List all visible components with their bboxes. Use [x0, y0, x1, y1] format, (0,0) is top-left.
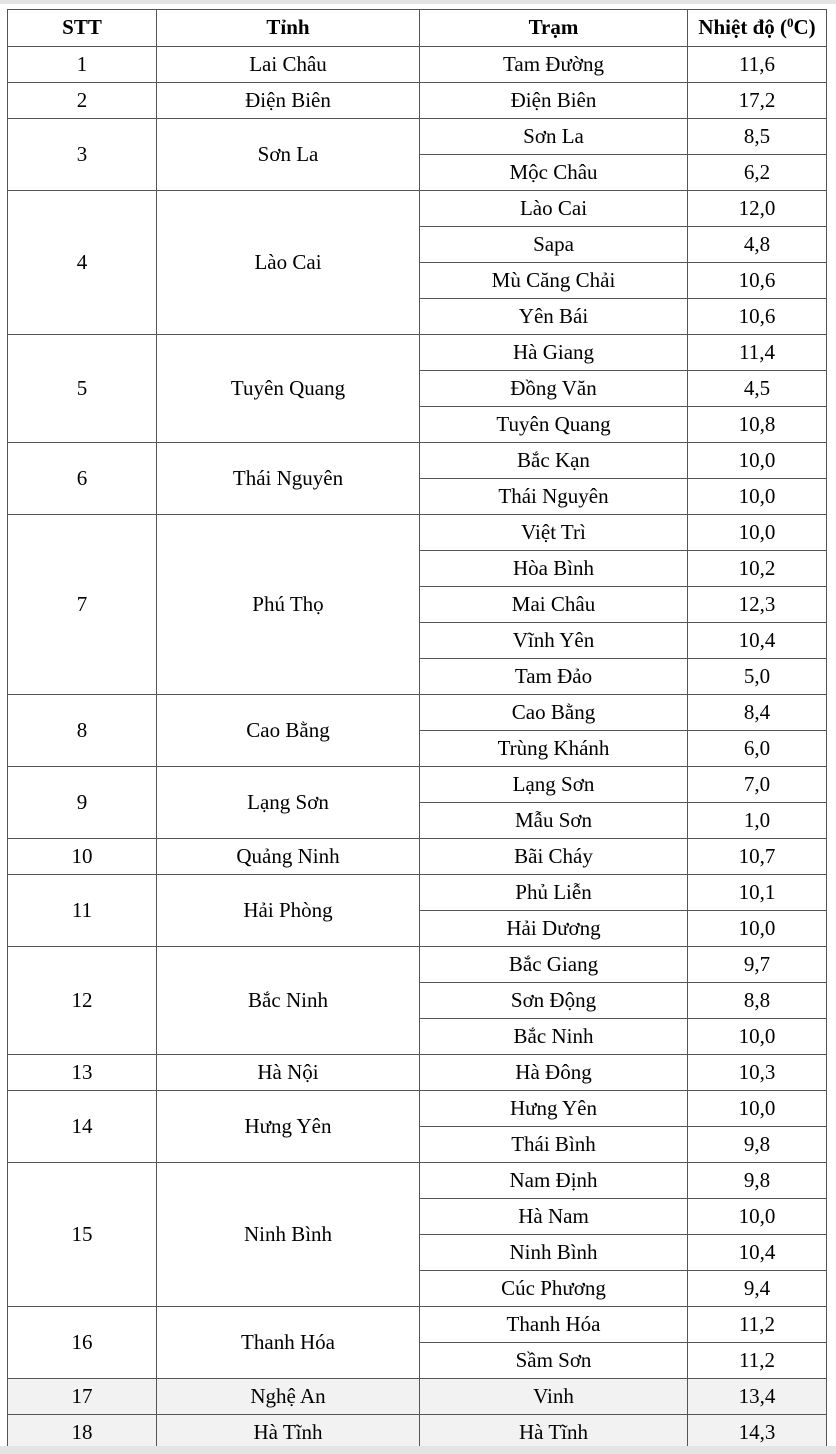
province-cell: Lào Cai	[157, 191, 420, 335]
province-cell: Thanh Hóa	[157, 1307, 420, 1379]
station-cell: Mai Châu	[420, 587, 688, 623]
province-cell: Hà Tĩnh	[157, 1415, 420, 1451]
station-cell: Tam Đảo	[420, 659, 688, 695]
temperature-cell: 9,8	[688, 1127, 827, 1163]
temperature-cell: 10,8	[688, 407, 827, 443]
temperature-cell: 11,4	[688, 335, 827, 371]
station-cell: Mù Căng Chải	[420, 263, 688, 299]
stt-cell: 13	[8, 1055, 157, 1091]
station-cell: Sơn Động	[420, 983, 688, 1019]
temperature-cell: 4,5	[688, 371, 827, 407]
stt-cell: 17	[8, 1379, 157, 1415]
temperature-table-container	[7, 9, 826, 1451]
table-row	[8, 191, 827, 227]
station-cell: Mộc Châu	[420, 155, 688, 191]
stt-cell: 7	[8, 515, 157, 695]
table-row	[8, 443, 827, 479]
bottom-divider	[0, 1446, 836, 1454]
stt-cell: 11	[8, 875, 157, 947]
header-stt: STT	[8, 10, 157, 47]
table-row	[8, 1379, 827, 1415]
stt-cell: 18	[8, 1415, 157, 1451]
station-cell: Tuyên Quang	[420, 407, 688, 443]
table-row	[8, 1163, 827, 1199]
temperature-cell: 10,0	[688, 479, 827, 515]
temperature-cell: 6,0	[688, 731, 827, 767]
temperature-cell: 17,2	[688, 83, 827, 119]
temperature-cell: 10,6	[688, 299, 827, 335]
temperature-cell: 10,0	[688, 1091, 827, 1127]
station-cell: Mẫu Sơn	[420, 803, 688, 839]
temperature-cell: 10,0	[688, 443, 827, 479]
station-cell: Đồng Văn	[420, 371, 688, 407]
table-row	[8, 119, 827, 155]
temperature-cell: 8,4	[688, 695, 827, 731]
table-row	[8, 947, 827, 983]
station-cell: Hà Đông	[420, 1055, 688, 1091]
station-cell: Hòa Bình	[420, 551, 688, 587]
temperature-cell: 14,3	[688, 1415, 827, 1451]
station-cell: Hải Dương	[420, 911, 688, 947]
temperature-cell: 10,0	[688, 1019, 827, 1055]
header-station: Trạm	[420, 10, 688, 47]
province-cell: Cao Bằng	[157, 695, 420, 767]
station-cell: Hà Nam	[420, 1199, 688, 1235]
table-row	[8, 839, 827, 875]
province-cell: Tuyên Quang	[157, 335, 420, 443]
table-row	[8, 515, 827, 551]
stt-cell: 15	[8, 1163, 157, 1307]
temperature-cell: 10,0	[688, 1199, 827, 1235]
temperature-cell: 1,0	[688, 803, 827, 839]
header-province: Tỉnh	[157, 10, 420, 47]
province-cell: Bắc Ninh	[157, 947, 420, 1055]
temperature-cell: 10,0	[688, 515, 827, 551]
header-temp-prefix: Nhiệt độ (	[698, 15, 787, 40]
header-row	[8, 10, 827, 47]
stt-cell: 12	[8, 947, 157, 1055]
station-cell: Tam Đường	[420, 47, 688, 83]
stt-cell: 9	[8, 767, 157, 839]
station-cell: Thái Nguyên	[420, 479, 688, 515]
province-cell: Sơn La	[157, 119, 420, 191]
table-row	[8, 335, 827, 371]
stt-cell: 6	[8, 443, 157, 515]
station-cell: Trùng Khánh	[420, 731, 688, 767]
temperature-cell: 12,0	[688, 191, 827, 227]
province-cell: Hà Nội	[157, 1055, 420, 1091]
temperature-cell: 11,6	[688, 47, 827, 83]
station-cell: Điện Biên	[420, 83, 688, 119]
stt-cell: 5	[8, 335, 157, 443]
temperature-cell: 13,4	[688, 1379, 827, 1415]
temperature-cell: 10,1	[688, 875, 827, 911]
station-cell: Việt Trì	[420, 515, 688, 551]
station-cell: Hà Giang	[420, 335, 688, 371]
stt-cell: 4	[8, 191, 157, 335]
station-cell: Vĩnh Yên	[420, 623, 688, 659]
temperature-cell: 7,0	[688, 767, 827, 803]
station-cell: Sapa	[420, 227, 688, 263]
station-cell: Bãi Cháy	[420, 839, 688, 875]
station-cell: Cao Bằng	[420, 695, 688, 731]
stt-cell: 3	[8, 119, 157, 191]
province-cell: Thái Nguyên	[157, 443, 420, 515]
header-temp-sup: 0	[787, 15, 794, 31]
province-cell: Quảng Ninh	[157, 839, 420, 875]
stt-cell: 8	[8, 695, 157, 767]
province-cell: Hải Phòng	[157, 875, 420, 947]
table-row	[8, 83, 827, 119]
temperature-cell: 11,2	[688, 1343, 827, 1379]
stt-cell: 10	[8, 839, 157, 875]
station-cell: Hưng Yên	[420, 1091, 688, 1127]
temperature-cell: 4,8	[688, 227, 827, 263]
table-body	[8, 47, 827, 1451]
table-row	[8, 695, 827, 731]
stt-cell: 14	[8, 1091, 157, 1163]
stt-cell: 16	[8, 1307, 157, 1379]
temperature-cell: 9,4	[688, 1271, 827, 1307]
header-temperature	[688, 10, 827, 47]
temperature-cell: 9,7	[688, 947, 827, 983]
temperature-table	[7, 9, 827, 1451]
temperature-cell: 10,4	[688, 623, 827, 659]
station-cell: Thanh Hóa	[420, 1307, 688, 1343]
station-cell: Vinh	[420, 1379, 688, 1415]
temperature-cell: 12,3	[688, 587, 827, 623]
station-cell: Bắc Kạn	[420, 443, 688, 479]
station-cell: Sơn La	[420, 119, 688, 155]
province-cell: Lai Châu	[157, 47, 420, 83]
province-cell: Nghệ An	[157, 1379, 420, 1415]
station-cell: Hà Tĩnh	[420, 1415, 688, 1451]
station-cell: Yên Bái	[420, 299, 688, 335]
temperature-cell: 5,0	[688, 659, 827, 695]
stt-cell: 1	[8, 47, 157, 83]
temperature-cell: 10,0	[688, 911, 827, 947]
province-cell: Lạng Sơn	[157, 767, 420, 839]
province-cell: Hưng Yên	[157, 1091, 420, 1163]
station-cell: Phủ Liễn	[420, 875, 688, 911]
top-divider	[0, 0, 836, 4]
header-temp-suffix: C)	[793, 15, 816, 40]
station-cell: Bắc Ninh	[420, 1019, 688, 1055]
table-row	[8, 1055, 827, 1091]
temperature-cell: 6,2	[688, 155, 827, 191]
table-row	[8, 1091, 827, 1127]
table-row	[8, 767, 827, 803]
station-cell: Bắc Giang	[420, 947, 688, 983]
temperature-cell: 10,6	[688, 263, 827, 299]
station-cell: Lạng Sơn	[420, 767, 688, 803]
table-row	[8, 1307, 827, 1343]
temperature-cell: 10,3	[688, 1055, 827, 1091]
table-row	[8, 47, 827, 83]
station-cell: Cúc Phương	[420, 1271, 688, 1307]
temperature-cell: 10,7	[688, 839, 827, 875]
station-cell: Ninh Bình	[420, 1235, 688, 1271]
station-cell: Nam Định	[420, 1163, 688, 1199]
temperature-cell: 8,5	[688, 119, 827, 155]
province-cell: Điện Biên	[157, 83, 420, 119]
province-cell: Phú Thọ	[157, 515, 420, 695]
temperature-cell: 8,8	[688, 983, 827, 1019]
temperature-cell: 10,4	[688, 1235, 827, 1271]
temperature-cell: 9,8	[688, 1163, 827, 1199]
stt-cell: 2	[8, 83, 157, 119]
temperature-cell: 11,2	[688, 1307, 827, 1343]
station-cell: Thái Bình	[420, 1127, 688, 1163]
table-row	[8, 875, 827, 911]
province-cell: Ninh Bình	[157, 1163, 420, 1307]
station-cell: Sầm Sơn	[420, 1343, 688, 1379]
temperature-cell: 10,2	[688, 551, 827, 587]
station-cell: Lào Cai	[420, 191, 688, 227]
